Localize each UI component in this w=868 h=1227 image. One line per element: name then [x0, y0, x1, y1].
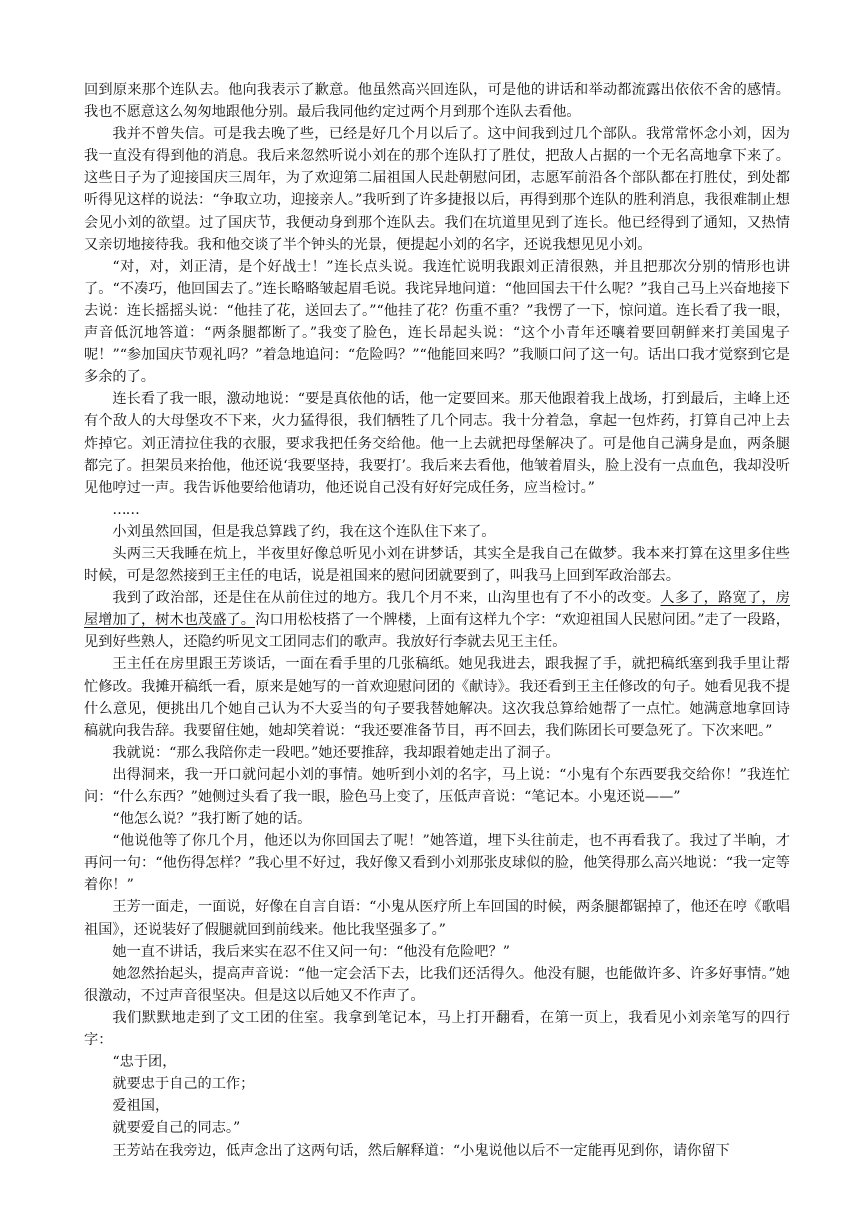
- paragraph-9: 王主任在房里跟王芳谈话，一面在看手里的几张稿纸。她见我进去，跟我握了手，就把稿纸塞到我手里让帮忙修改。我摊开稿纸一看，原来是她写的一首欢迎慰问团的《献诗》。我还看到王主任修改的句子。她看见我不提什么意见，便挑出几个她自己认为不大妥当的句子要我替她解决。这次我总算给她帮了一点忙。她满意地拿回诗稿就向我告辞。我要留住她，她却笑着说：“我还要准备节目，再不回去，我们陈团长可要急死了。下次来吧。”: [84, 656, 790, 739]
- paragraph-8: [84, 587, 790, 653]
- paragraph-6: 小刘虽然回国，但是我总算践了约，我在这个连队住下来了。: [112, 523, 496, 540]
- verse-line-1: “忠于团，: [112, 1054, 177, 1071]
- ellipsis-line: ……: [112, 501, 139, 518]
- paragraph-8-before: 我到了政治部，还是住在从前住过的地方。我几个月不来，山沟里也有了不小的改变。: [112, 590, 661, 607]
- paragraph-7: 头两三天我睡在炕上，半夜里好像总听见小刘在讲梦话，其实全是我自己在做梦。我本来打算在这里多住些时候，可是忽然接到王主任的电话，说是祖国来的慰问团就要到了，叫我马上回到军政治部去。: [84, 545, 790, 585]
- closing-paragraph: 王芳站在我旁边，低声念出了这两句话，然后解释道：“小鬼说他以后不一定能再见到你，请你留下: [112, 1142, 730, 1159]
- verse-line-3: 爱祖国，: [112, 1098, 170, 1115]
- paragraph-1: 回到原来那个连队去。他向我表示了歉意。他虽然高兴回连队，可是他的讲话和举动都流露出依依不舍的感情。我也不愿意这么匆匆地跟他分别。最后我同他约定过两个月到那个连队去看他。: [84, 82, 790, 121]
- paragraph-13: “他说他等了你几个月，他还以为你回国去了呢！”她答道，埋下头往前走，也不再看我了。我过了半晌，才再问一句：“他伤得怎样？”我心里不好过，我好像又看到小刘那张皮球似的脸，他笑得那么高兴地说：“我一定等着你！”: [84, 833, 790, 894]
- paragraph-14: 王芳一面走，一面说，好像在自言自语：“小鬼从医疗所上车回国的时候，两条腿都锯掉了，他还在哼《歌唱祖国》，还说装好了假腿就回到前线来。他比我坚强多了。”: [84, 899, 790, 938]
- verse-line-4: 就要爱自己的同志。”: [112, 1120, 241, 1137]
- paragraph-4: 连长看了我一眼，激动地说：“要是真依他的话，他一定要回来。那天他跟着我上战场，打到最后，主峰上还有个敌人的大母堡攻不下来，火力猛得很，我们牺牲了几个同志。我十分着急，拿起一包炸药，打算自己冲上去炸掉它。刘正清拉住我的衣服，要求我把任务交给他。他一上去就把母堡解决了。可是他自己满身是血，两条腿都完了。担架员来抬他，他还说‘我要坚持，我要打’。我后来去看他，他皱着眉头，脸上没有一点血色，我却没听见他哼过一声。我告诉他要给他请功，他还说自己没有好好完成任务，应当检讨。”: [84, 391, 790, 496]
- underlined-sentence: 人多了，路宽了，房屋增加了，树木也茂盛了。: [84, 590, 790, 629]
- paragraph-16: 她忽然抬起头，提高声音说：“他一定会活下去，比我们还活得久。他没有腿，也能做许多、许多好事情。”她很激动，不过声音很坚决。但是这以后她又不作声了。: [84, 965, 790, 1004]
- paragraph-12: “他怎么说？”我打断了她的话。: [112, 811, 312, 828]
- paragraph-15: 她一直不讲话，我后来实在忍不住又问一句：“他没有危险吧？”: [112, 943, 510, 960]
- paragraph-8-after: 沟口用松枝搭了一个牌楼，上面有这样九个字：“欢迎祖国人民慰问团。”走了一段路，见到好些熟人，还隐约听见文工团同志们的歌声。我放好行李就去见王主任。: [84, 612, 790, 651]
- paragraph-10: 我就说：“那么我陪你走一段吧。”她还要推辞，我却跟着她走出了洞子。: [112, 744, 560, 761]
- article-body: [84, 79, 790, 1162]
- paragraph-17: 我们默默地走到了文工团的住室。我拿到笔记本，马上打开翻看，在第一页上，我看见小刘亲笔写的四行字：: [84, 1009, 790, 1049]
- paragraph-11: 出得洞来，我一开口就问起小刘的事情。她听到小刘的名字，马上说：“小鬼有个东西要我交给你！”我连忙问：“什么东西？”她侧过头看了我一眼，脸色马上变了，压低声音说：“笔记本。小鬼还说——”: [84, 766, 790, 805]
- paragraph-3: “对，对，刘正清，是个好战士！”连长点头说。我连忙说明我跟刘正清很熟，并且把那次分别的情形也讲了。“不凑巧，他回国去了。”连长略略皱起眉毛说。我诧异地问道：“他回国去干什么呢？”我自己马上兴奋地接下去说：连长摇摇头说：“他挂了花，送回去了。”“他挂了花？伤重不重？”我愣了一下，惊问道。连长看了我一眼，声音低沉地答道：“两条腿都断了。”我变了脸色，连长昂起头说：“这个小青年还嚷着要回朝鲜来打美国鬼子呢！”“参加国庆节观礼吗？”着急地追问：“危险吗？”“他能回来吗？”我顺口问了这一句。话出口我才觉察到它是多余的了。: [84, 258, 790, 386]
- verse-line-2: 就要忠于自己的工作；: [112, 1076, 255, 1093]
- paragraph-2: 我并不曾失信。可是我去晚了些，已经是好几个月以后了。这中间我到过几个部队。我常常怀念小刘，因为我一直没有得到他的消息。我后来忽然听说小刘在的那个连队打了胜仗，把敌人占据的一个无名高地拿下来了。这些日子为了迎接国庆三周年，为了欢迎第二届祖国人民赴朝慰问团，志愿军前沿各个部队都在打胜仗，到处都听得见这样的说法：“争取立功，迎接亲人。”我听到了许多捷报以后，再得到那个连队的胜利消息，我很难制止想会见小刘的欲望。过了国庆节，我便动身到那个连队去。我们在坑道里见到了连长。他已经得到了通知，又热情又亲切地接待我。我和他交谈了半个钟头的光景，便提起小刘的名字，还说我想见见小刘。: [84, 126, 790, 253]
